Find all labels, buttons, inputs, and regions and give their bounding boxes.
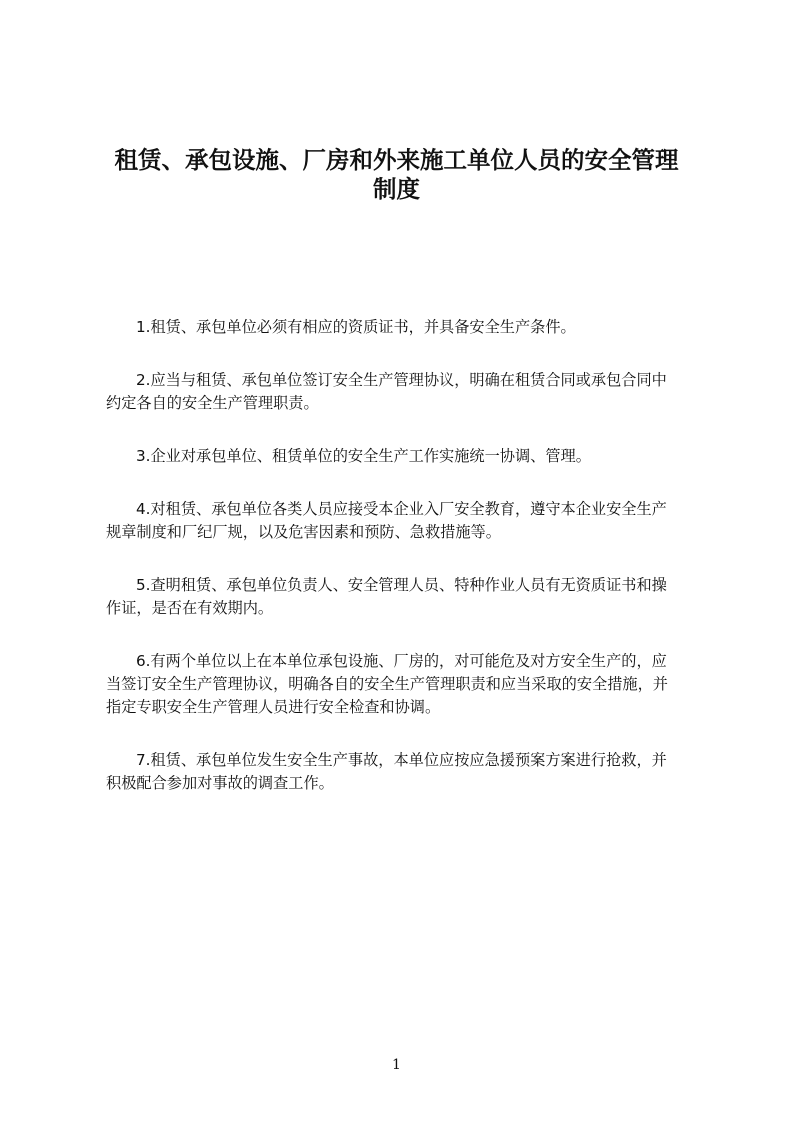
clause-1-line-1: 1.租赁、承包单位必须有相应的资质证书，并具备安全生产条件。 [136,318,576,336]
clause-list [106,316,700,825]
clause-6-line-3: 指定专职安全生产管理人员进行安全检查和协调。 [106,698,441,716]
document-title [96,146,697,204]
clause-5-line-2: 作证，是否在有效期内。 [106,599,274,617]
clause-2-line-1: 2.应当与租赁、承包单位签订安全生产管理协议，明确在租赁合同或承包合同中 [136,371,667,389]
page-number: 1 [392,1057,401,1073]
clause-4 [106,498,700,544]
clause-3 [106,445,700,468]
clause-7-line-2: 积极配合参加对事故的调查工作。 [106,774,334,792]
clause-7 [106,749,700,795]
clause-6 [106,650,700,719]
clause-5 [106,574,700,620]
clause-6-line-2: 当签订安全生产管理协议，明确各自的安全生产管理职责和应当采取的安全措施，并 [106,675,668,693]
clause-6-line-1: 6.有两个单位以上在本单位承包设施、厂房的，对可能危及对方安全生产的，应 [136,652,667,670]
title-line-2: 制度 [373,175,420,203]
clause-5-line-1: 5.查明租赁、承包单位负责人、安全管理人员、特种作业人员有无资质证书和操 [136,576,667,594]
clause-4-line-1: 4.对租赁、承包单位各类人员应接受本企业入厂安全教育，遵守本企业安全生产 [136,500,667,518]
title-line-1: 租赁、承包设施、厂房和外来施工单位人员的安全管理 [114,146,679,174]
clause-4-line-2: 规章制度和厂纪厂规，以及危害因素和预防、急救措施等。 [106,523,501,541]
clause-2 [106,369,700,415]
clause-3-line-1: 3.企业对承包单位、租赁单位的安全生产工作实施统一协调、管理。 [136,447,591,465]
clause-2-line-2: 约定各自的安全生产管理职责。 [106,394,319,412]
clause-1 [106,316,700,339]
clause-7-line-1: 7.租赁、承包单位发生安全生产事故，本单位应按应急援预案方案进行抢救，并 [136,751,667,769]
